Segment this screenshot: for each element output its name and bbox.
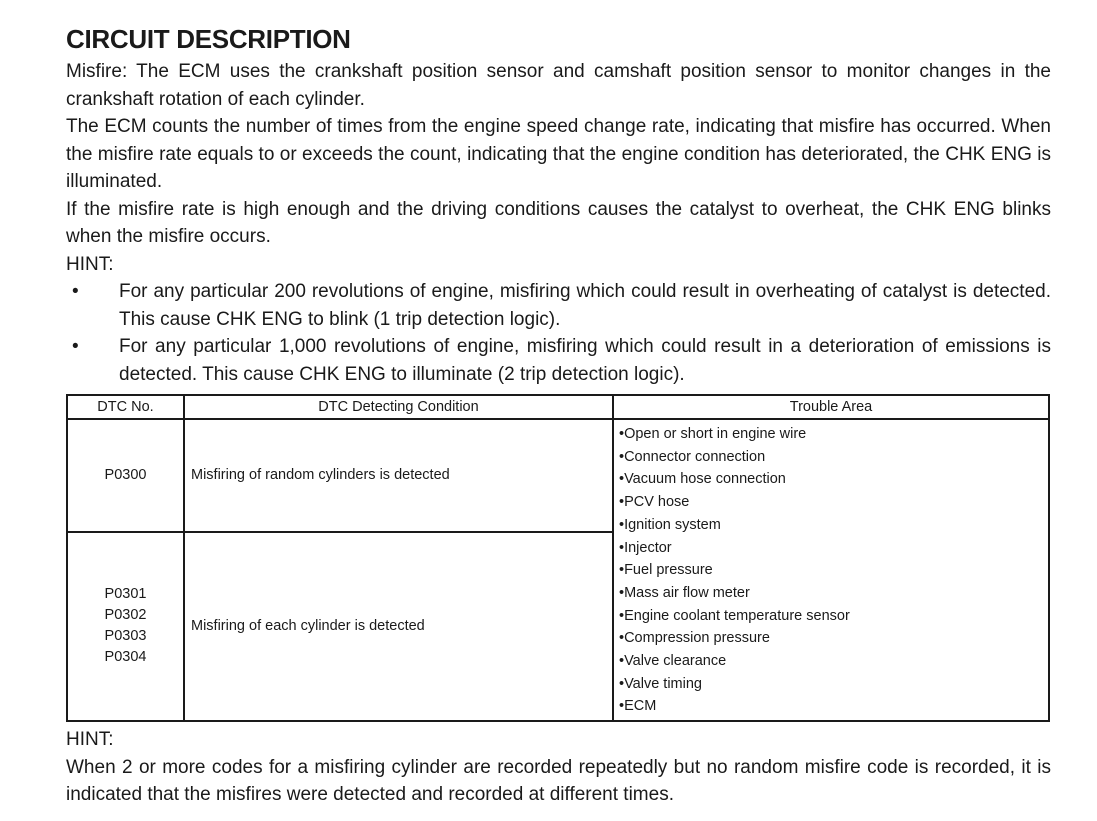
bullet-dot-icon: •: [72, 281, 79, 302]
paragraph-ecm-counts: The ECM counts the number of times from the engine speed change rate, indicating that misfire has occurred. When the misfire rate equals to or exceeds the count, indicating that the engine condition has deteriorated, the CHK ENG is illuminated.: [66, 116, 1051, 192]
section-title: CIRCUIT DESCRIPTION: [66, 24, 351, 54]
bullet-text: For any particular 1,000 revolutions of engine, misfiring which could result in a deterioration of emissions is detected. This cause CHK ENG to illuminate (2 trip detection logic).: [119, 336, 1051, 385]
trouble-area-item: •Injector: [619, 539, 672, 556]
paragraph-misfire: Misfire: The ECM uses the crankshaft position sensor and camshaft position sensor to monitor changes in the crankshaft rotation of each cylinder.: [66, 61, 1051, 110]
header-trouble-area: Trouble Area: [613, 395, 1049, 419]
header-detecting-condition: DTC Detecting Condition: [184, 395, 613, 419]
hint-label: HINT:: [66, 729, 114, 751]
condition-cell: Misfiring of each cylinder is detected: [184, 532, 613, 721]
table-row: [67, 419, 1049, 532]
bullet-dot-icon: •: [72, 336, 79, 357]
trouble-area-item: •ECM: [619, 698, 657, 715]
trouble-area-item: •Open or short in engine wire: [619, 426, 807, 442]
trouble-area-item: •Valve clearance: [619, 653, 727, 670]
table-header-row: [67, 395, 1049, 419]
dtc-code: P0301: [104, 586, 147, 603]
paragraph-catalyst: If the misfire rate is high enough and the driving conditions causes the catalyst to overheat, the CHK ENG blinks when the misfire occurs.: [66, 198, 1051, 247]
trouble-area-item: •PCV hose: [619, 494, 690, 511]
condition-cell: Misfiring of random cylinders is detected: [184, 419, 613, 532]
hint-bullet-item: [66, 333, 1051, 388]
dtc-code: P0303: [104, 628, 147, 645]
dtc-code: P0300: [104, 466, 147, 483]
hint-label: HINT:: [66, 253, 114, 275]
header-dtc-no: DTC No.: [67, 395, 184, 419]
trouble-area-item: •Mass air flow meter: [619, 584, 750, 601]
hint-bullet-list: [66, 278, 1051, 388]
trouble-area-item: •Connector connection: [619, 448, 766, 465]
bullet-text: For any particular 200 revolutions of engine, misfiring which could result in overheating of catalyst is detected. This cause CHK ENG to blink (1 trip detection logic).: [119, 281, 1051, 330]
trouble-area-item: •Compression pressure: [619, 630, 770, 647]
dtc-table: [66, 394, 1050, 722]
dtc-code: P0304: [104, 649, 147, 666]
trouble-area-cell: [613, 419, 1049, 721]
trouble-area-item: •Engine coolant temperature sensor: [619, 607, 850, 624]
trouble-area-item: •Valve timing: [619, 675, 702, 692]
dtc-code-cell: [67, 532, 184, 721]
hint-bullet-item: [66, 278, 1051, 333]
trouble-area-item: •Fuel pressure: [619, 562, 713, 579]
trouble-area-item: •Ignition system: [619, 516, 721, 533]
dtc-code-cell: [67, 419, 184, 532]
document-page: [66, 22, 1051, 809]
hint-paragraph: When 2 or more codes for a misfiring cylinder are recorded repeatedly but no random misfire code is recorded, it is indicated that the misfires were detected and recorded at different times.: [66, 756, 1051, 806]
trouble-area-item: •Vacuum hose connection: [619, 471, 786, 488]
dtc-code: P0302: [104, 607, 147, 624]
